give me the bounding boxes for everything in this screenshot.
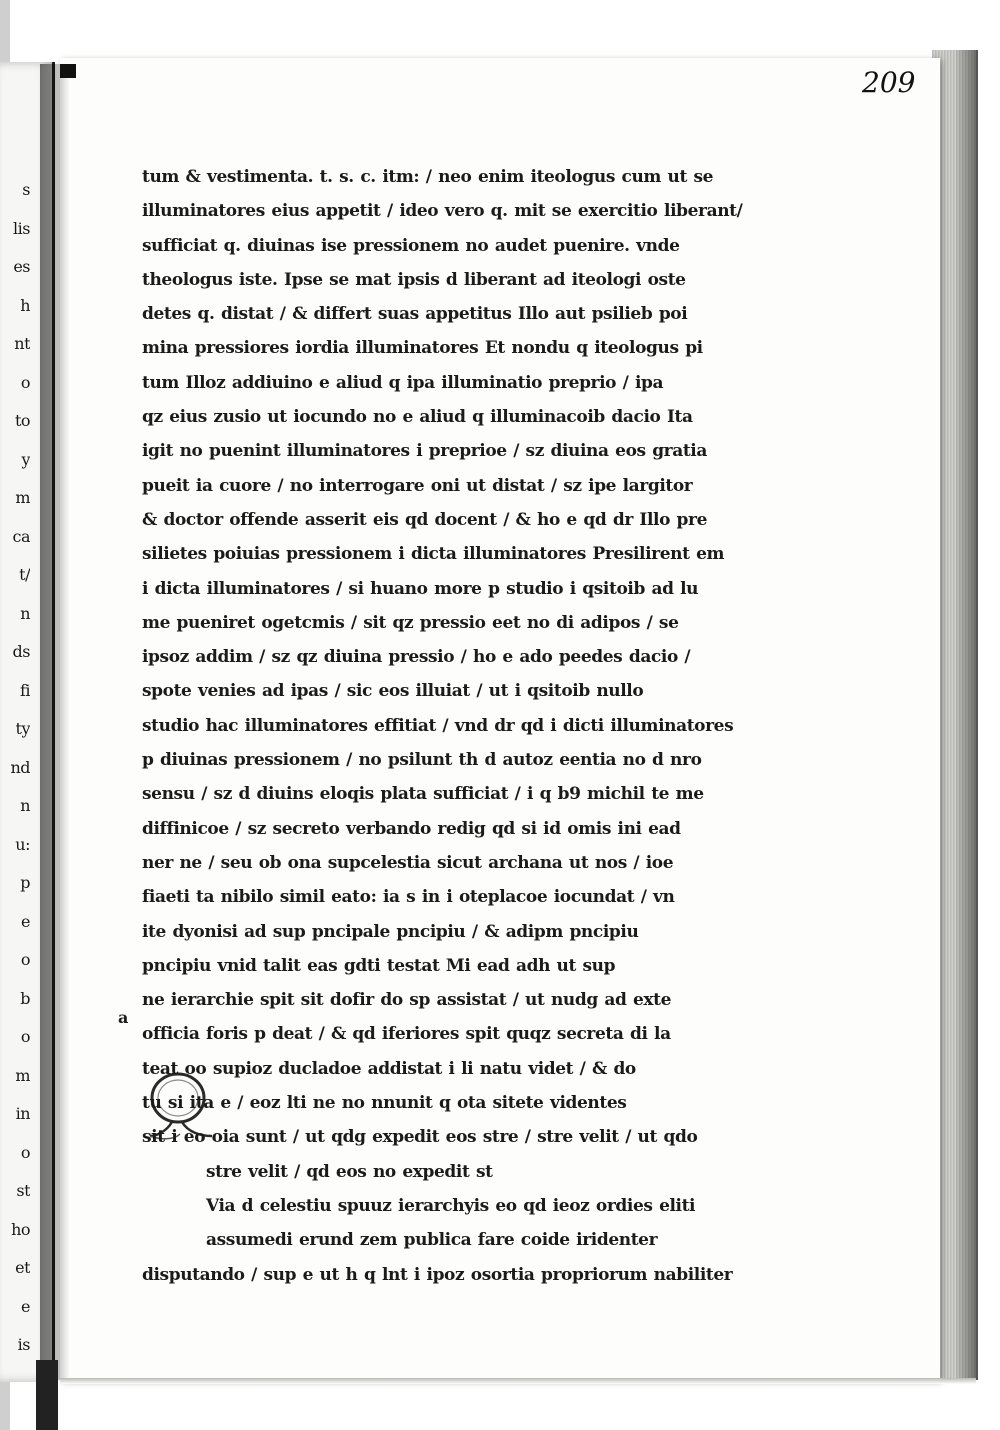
binding-tab-bottom [36,1360,58,1430]
margin-note: a [118,1008,129,1027]
facing-page-fragment: y [21,449,30,469]
facing-page-fragment: o [20,1027,30,1046]
manuscript-line: sufficiat q. diuinas ise pressionem no audet puenire. vnde [142,235,680,256]
manuscript-line: disputando / sup e ut h q lnt i ipoz osortia propriorum nabiliter [142,1264,733,1285]
facing-page-fragment: s [22,180,30,199]
manuscript-line: officia foris p deat / & qd iferiores spit quqz secreta di la [142,1024,671,1045]
manuscript-line: ipsoz addim / sz qz diuina pressio / ho e ado peedes dacio / [142,647,691,668]
facing-page-fragment: m [15,488,30,507]
facing-page-fragment: is [17,1335,30,1354]
manuscript-line: qz eius zusio ut iocundo no e aliud q illuminacoib dacio Ita [142,407,693,428]
facing-page-fragment: to [14,411,30,430]
manuscript-line: diffinicoe / sz secreto verbando redig qd si id omis ini ead [142,818,681,839]
manuscript-line: stre velit / qd eos no expedit st [206,1161,493,1182]
manuscript-line: me pueniret ogetcmis / sit qz pressio eet no di adipos / se [142,612,679,633]
facing-page-fragment: p [20,873,30,892]
manuscript-line: ite dyonisi ad sup pncipale pncipiu / & adipm pncipiu [142,921,639,942]
binding-tab-top [60,64,76,78]
manuscript-line: fiaeti ta nibilo simil eato: ia s in i oteplacoe iocundat / vn [142,887,675,908]
facing-page-fragment: h [20,295,30,315]
manuscript-line: studio hac illuminatores effitiat / vnd dr qd i dicti illuminatores [142,715,734,736]
manuscript-line: sensu / sz d diuins eloqis plata sufficiat / i q b9 michil te me [142,784,704,805]
facing-page-fragment: o [20,1142,30,1162]
manuscript-line: tum & vestimenta. t. s. c. itm: / neo enim iteologus cum ut se [142,167,714,187]
manuscript-line: theologus iste. Ipse se mat ipsis d liberant ad iteologi oste [142,269,686,290]
facing-page-fragment: n [20,603,30,623]
manuscript-line: mina pressiores iordia illuminatores Et nondu q iteologus pi [142,338,703,359]
manuscript-line: detes q. distat / & differt suas appetitus Illo aut psilieb poi [142,304,688,325]
manuscript-line: illuminatores eius appetit / ideo vero q. mit se exercitio liberant/ [142,201,743,222]
facing-page-fragment: ca [12,526,30,546]
facing-page-fragment: e [21,911,30,931]
page-bottom-edge [60,1378,976,1384]
facing-page-fragment: fi [19,680,30,700]
manuscript-line: assumedi erund zem publica fare coide iridenter [206,1230,658,1251]
facing-page-fragment: in [15,1104,30,1123]
manuscript-line: & doctor offende asserit eis qd docent / & ho e qd dr Illo pre [142,509,707,530]
facing-page-fragment: ty [15,719,30,738]
manuscript-line: silietes poiuias pressionem i dicta illuminatores Presilirent em [142,544,725,565]
manuscript-line: tum Illoz addiuino e aliud q ipa illuminatio preprio / ipa [142,372,664,393]
main-text-block [142,160,772,1292]
facing-page-fragment: nd [10,757,30,777]
manuscript-line: i dicta illuminatores / si huano more p studio i qsitoib ad lu [142,578,699,599]
manuscript-line: tu si ita e / eoz lti ne no nnunit q ota sitete videntes [142,1093,627,1114]
manuscript-line: ne ierarchie spit sit dofir do sp assistat / ut nudg ad exte [142,990,672,1011]
manuscript-line: Via d celestiu spuuz ierarchyis eo qd ieoz ordies eliti [206,1195,696,1216]
facing-page-fragment: e [21,1296,30,1316]
manuscript-line: pncipiu vnid talit eas gdti testat Mi ead adh ut sup [142,955,616,976]
manuscript-line: sit i eo oia sunt / ut qdg expedit eos stre / stre velit / ut qdo [142,1127,698,1148]
manuscript-line: spote venies ad ipas / sic eos illuiat / ut i qsitoib nullo [142,681,644,702]
facing-page-fragment: t/ [19,565,30,584]
manuscript-line: p diuinas pressionem / no psilunt th d autoz eentia no d nro [142,750,702,771]
facing-page-fragment: ds [12,642,30,661]
facing-page-fragment: n [20,796,30,815]
facing-page-fragment: o [20,950,30,969]
manuscript-line: teat oo supioz ducladoe addistat i li natu videt / & do [142,1058,636,1079]
facing-page-fragment: b [20,988,30,1008]
facing-page-fragment: ho [11,1219,30,1239]
facing-page-fragment: lis [13,218,30,238]
facing-page-fragment: o [20,372,30,392]
facing-page-fragment: nt [14,334,30,353]
facing-page-fragment: u: [15,834,30,854]
manuscript-line: pueit ia cuore / no interrogare oni ut distat / sz ipe largitor [142,475,693,496]
facing-page-fragment: st [16,1181,30,1200]
folio-number: 209 [862,66,916,99]
manuscript-line: ner ne / seu ob ona supcelestia sicut archana ut nos / ioe [142,852,674,873]
facing-page-fragment: es [13,257,30,276]
facing-page-fragment: m [15,1065,30,1085]
manuscript-line: igit no puenint illuminatores i preprioe / sz diuina eos gratia [142,441,707,462]
gutter-shadow [40,64,70,1380]
facing-page-fragment: et [15,1258,30,1277]
